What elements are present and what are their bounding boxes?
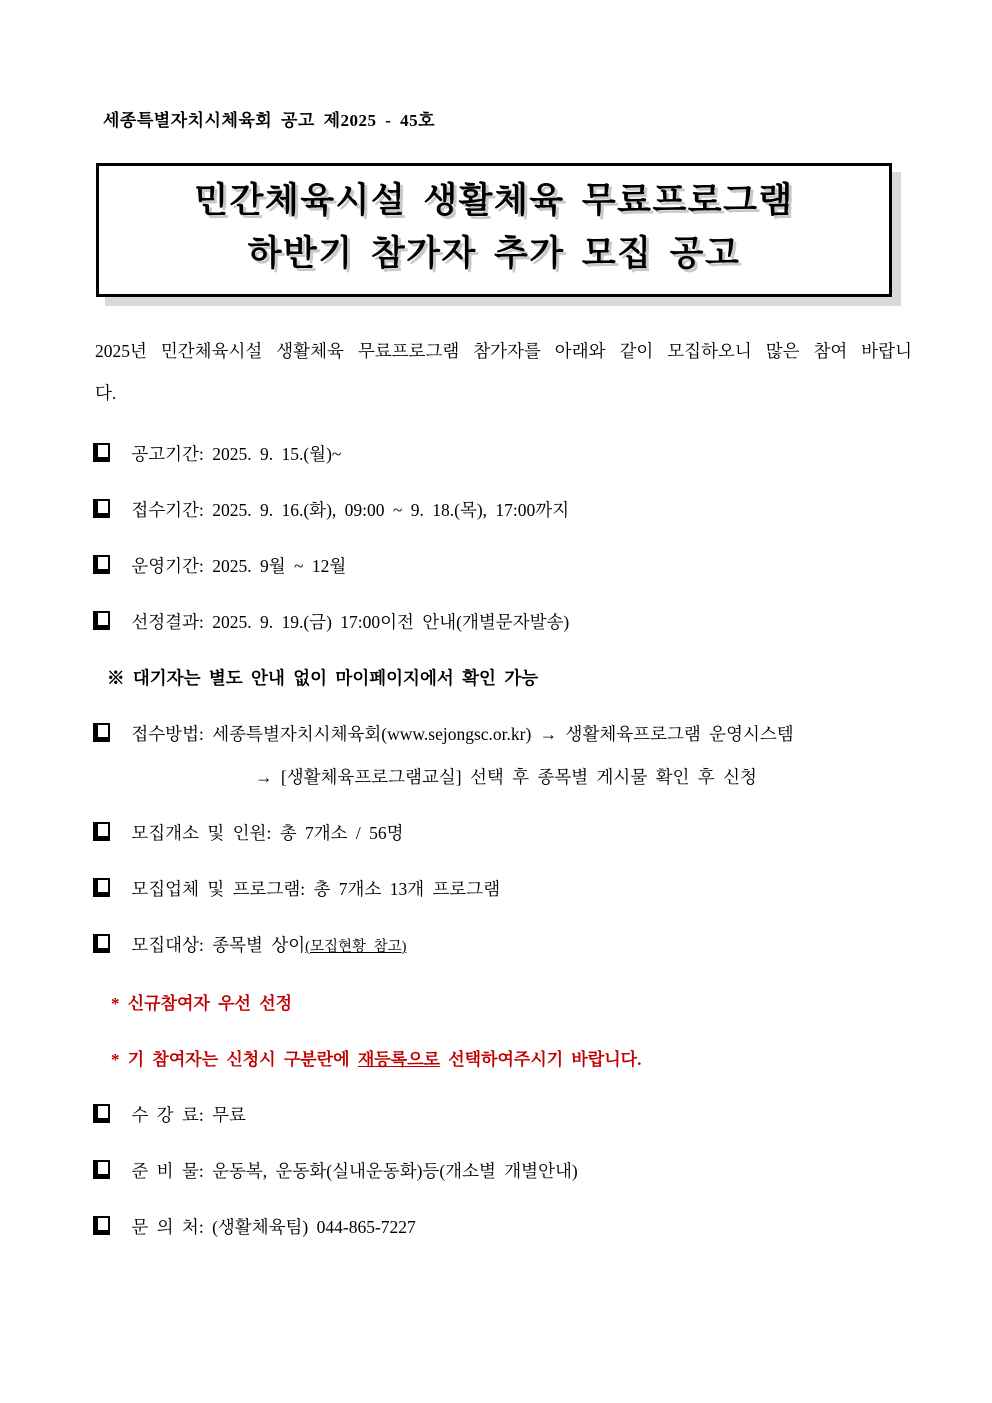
intro-line2: 다.	[95, 383, 117, 403]
square-bullet-icon	[93, 1104, 110, 1123]
red-note-text-underlined: 재등록으로	[357, 1050, 440, 1069]
list-item-text: 공고기간: 2025. 9. 15.(월)~	[131, 444, 342, 464]
intro-paragraph	[95, 339, 912, 405]
square-bullet-icon	[93, 443, 110, 462]
list-item-contact	[93, 1216, 922, 1239]
list-item-text: 접수방법: 세종특별자치시체육회(www.sejongsc.or.kr) → 생활체육프로그램 운영시스템	[131, 724, 794, 744]
wait-list-note: ※ 대기자는 별도 안내 없이 마이페이지에서 확인 가능	[107, 668, 539, 688]
square-bullet-icon	[93, 723, 110, 742]
square-bullet-icon	[93, 822, 110, 841]
red-note-existing-participants	[111, 1048, 922, 1071]
square-bullet-icon	[93, 499, 110, 518]
square-bullet-icon	[93, 1160, 110, 1179]
page-title-line1: 민간체육시설 생활체육 무료프로그램	[194, 181, 794, 220]
square-bullet-icon	[93, 1216, 110, 1235]
list-item-notice-period	[93, 443, 922, 466]
page-title-line2: 하반기 참가자 추가 모집 공고	[247, 234, 741, 273]
list-item-recruit-target	[93, 934, 922, 959]
square-bullet-icon	[93, 878, 110, 897]
list-item-text: 선정결과: 2025. 9. 19.(금) 17:00이전 안내(개별문자발송)	[131, 612, 570, 632]
red-note-new-participants: * 신규참여자 우선 선정	[111, 994, 293, 1013]
doc-number: 세종특별자치시체육회 공고 제2025 - 45호	[103, 111, 436, 130]
list-item-operation-period	[93, 555, 922, 578]
list-item-text: 수 강 료: 무료	[131, 1105, 246, 1125]
list-item-selection-result	[93, 611, 922, 634]
list-item-text: 모집개소 및 인원: 총 7개소 / 56명	[131, 823, 404, 843]
list-item-text: 모집대상: 종목별 상이	[131, 935, 306, 955]
list-item-text: 준 비 물: 운동복, 운동화(실내운동화)등(개소별 개별안내)	[131, 1161, 578, 1181]
item-list	[93, 443, 922, 1239]
list-item-text: 문 의 처: (생활체육팀) 044-865-7227	[131, 1217, 416, 1237]
list-item-application-method	[93, 723, 922, 789]
list-item-text: 운영기간: 2025. 9월 ~ 12월	[131, 556, 347, 576]
recruit-target-reference: (모집현황 참고)	[305, 939, 407, 955]
list-item-recruit-places	[93, 822, 922, 845]
list-item-text: 모집업체 및 프로그램: 총 7개소 13개 프로그램	[131, 879, 501, 899]
list-item-application-period	[93, 499, 922, 522]
square-bullet-icon	[93, 555, 110, 574]
list-item-supplies	[93, 1160, 922, 1183]
intro-line1: 2025년 민간체육시설 생활체육 무료프로그램 참가자를 아래와 같이 모집하오니 많은 참여 바랍니	[95, 341, 912, 361]
application-method-continuation: → [생활체육프로그램교실] 선택 후 종목별 게시물 확인 후 신청	[255, 767, 757, 787]
list-item-text: 접수기간: 2025. 9. 16.(화), 09:00 ~ 9. 18.(목), 17:00까지	[131, 500, 570, 520]
red-note-text-post: 선택하여주시기 바랍니다.	[439, 1050, 642, 1069]
square-bullet-icon	[93, 611, 110, 630]
square-bullet-icon	[93, 934, 110, 953]
title-box	[96, 163, 892, 297]
red-note-text-pre: * 기 참여자는 신청시 구분란에	[111, 1050, 358, 1069]
list-item-recruit-programs	[93, 878, 922, 901]
list-item-tuition	[93, 1104, 922, 1127]
